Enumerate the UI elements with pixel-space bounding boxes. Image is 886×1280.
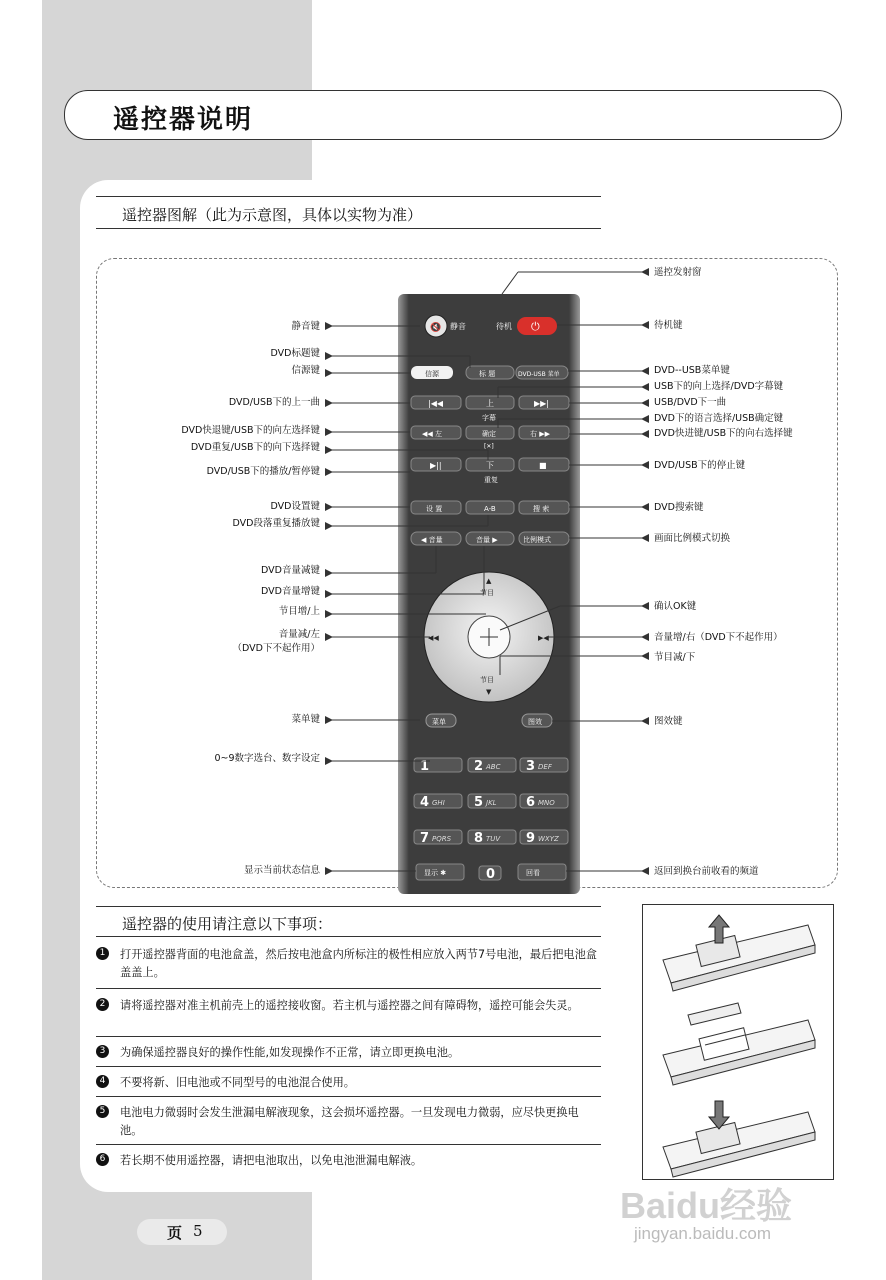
note-number: 1 [96,947,109,960]
note-text: 电池电力微弱时会发生泄漏电解液现象，这会损坏遥控器。一旦发现电力微弱，应尽快更换电池。 [120,1106,579,1137]
divider [96,936,601,937]
divider [96,906,601,907]
watermark-brand: Baidu经验 [620,1185,793,1226]
digit-key-number: 5 [474,795,484,810]
note-text: 为确保遥控器良好的操作性能,如发现操作不正常，请立即更换电池。 [120,1046,460,1059]
callout-label-left: DVD标题键 [270,348,320,359]
setup-label: 设 置 [426,505,443,513]
prog-down-label: 节目 [480,676,494,684]
notes-heading: 遥控器的使用请注意以下事项： [122,915,333,933]
up-arrow-icon: ▲ [486,577,492,585]
callout-label-left: DVD段落重复播放键 [232,518,320,529]
standby-label: 待机 [496,322,512,331]
mute-label: 静音 [450,322,466,331]
note-item [96,1044,601,1062]
vol-plus-label: 音量 ▶ [476,536,498,544]
note-text: 若长期不使用遥控器，请把电池取出，以免电池泄漏电解液。 [120,1154,423,1167]
callout-label-left: 节目增/上 [278,606,320,617]
callout-label-left: 信源键 [291,365,320,376]
digit-key-number: 3 [526,759,536,774]
mark-label: [✕] [484,443,494,450]
digit-key-letters: DEF [538,763,552,771]
digit-key-letters: MNO [538,799,555,807]
callout-label-left: DVD/USB下的播放/暂停键 [206,466,320,477]
callout-label-left: 静音键 [291,321,320,332]
note-item [96,997,601,1015]
watermark-url: jingyan.baidu.com [634,1224,772,1243]
digit-key-letters: GHI [432,799,445,807]
recall-label: 回看 [526,869,540,877]
right-label: 右 ▶▶ [530,430,550,438]
digit-key-letters: JKL [486,799,497,807]
note-text: 打开遥控器背面的电池盒盖，然后按电池盒内所标注的极性相应放入两节7号电池，最后把电池盒盖盖上。 [120,948,597,979]
left-arrow-icon: ◀◀ [428,634,439,642]
note-item [96,1104,601,1140]
callout-label-left: DVD快退键/USB下的向左选择键 [181,425,320,436]
watermark [618,1172,828,1252]
callout-label-right: 遥控发射窗 [654,267,702,278]
digit-key-letters: PQRS [432,835,452,843]
callout-label-right: 画面比例模式切换 [654,533,731,544]
display-label: 显示 ✱ [424,869,447,877]
digit-key-number: 1 [420,759,430,774]
digit-key-number: 4 [420,795,430,810]
callout-label-left: DVD重复/USB下的向下选择键 [190,442,320,453]
digit-key-number: 7 [420,831,430,846]
power-icon: ⏻ [531,320,540,333]
page-number: 5 [193,1222,203,1240]
digit-key-number: 6 [526,795,536,810]
callout-label-right: 返回到换台前收看的频道 [654,866,759,877]
effect-label: 图效 [528,718,542,726]
divider [96,988,601,989]
prev-icon: |◀◀ [428,399,443,408]
callout-label-right: DVD快进键/USB下的向右选择键 [654,428,793,439]
cover-closing-illustration [663,1101,815,1177]
repeat-label: 重复 [484,476,498,484]
note-item [96,1152,601,1170]
down-label: 下 [486,461,494,470]
divider [96,1036,601,1037]
left-label: ◀◀ 左 [422,430,442,438]
vol-minus-label: ◀ 音量 [421,536,443,544]
stop-icon: ■ [539,461,547,470]
play-pause-icon: ▶|| [430,461,442,470]
callout-label-left: DVD设置键 [270,501,320,512]
page-label: 页 [167,1224,183,1242]
battery-illustration [642,904,834,1180]
callout-label-left: DVD音量增键 [261,586,320,597]
subtitle-label: 字幕 [482,414,496,422]
menu-label: 菜单 [432,718,446,726]
page-number-tab [137,1219,227,1245]
note-text: 不要将新、旧电池或不同型号的电池混合使用。 [120,1076,355,1089]
callout-label-right: 音量增/右（DVD下不起作用） [654,632,783,643]
digit-key-letters: TUV [486,835,501,843]
right-arrow-icon: ▶◀ [538,634,549,642]
digit-key-letters: WXYZ [538,835,559,843]
callout-label-left: 显示当前状态信息 [243,865,320,876]
callout-label-left: 0~9数字选台、数字设定 [214,753,320,764]
divider [96,1096,601,1097]
callout-label-left: DVD音量减键 [261,565,320,576]
diagram-heading: 遥控器图解（此为示意图，具体以实物为准） [122,206,423,224]
callout-label-left: （DVD下不起作用） [232,643,320,654]
digit-key-number: 2 [474,759,484,774]
note-number: 3 [96,1045,109,1058]
note-item [96,1074,601,1092]
search-label: 搜 索 [533,505,550,513]
battery-insert-illustration [663,1003,815,1085]
digit-key-number: 8 [474,831,484,846]
callout-label-right: USB下的向上选择/DVD字幕键 [654,381,784,392]
confirm-label: 确定 [482,430,496,438]
digit-key-letters: ABC [486,763,501,771]
source-label: 信源 [425,370,439,378]
callout-label-right: 确认OK键 [654,601,697,612]
callout-label-left: DVD/USB下的上一曲 [228,397,320,408]
note-text: 请将遥控器对准主机前壳上的遥控接收窗。若主机与遥控器之间有障碍物，遥控可能会失灵。 [120,999,579,1012]
ab-label: A-B [484,505,496,513]
page-title: 遥控器说明 [113,105,254,135]
dvd-usb-menu-label: DVD-USB 菜单 [518,371,560,378]
digit-key-number: 9 [526,831,536,846]
note-number: 5 [96,1105,109,1118]
divider [96,1066,601,1067]
remote-back-opening-illustration [663,915,815,991]
next-icon: ▶▶| [534,399,549,408]
note-number: 6 [96,1153,109,1166]
prog-up-label: 节目 [480,589,494,597]
callout-label-right: 图效键 [654,716,683,727]
callout-label-right: USB/DVD下一曲 [654,397,727,408]
digit-key-number: 0 [486,867,496,882]
callout-label-right: 节目减/下 [654,652,696,663]
up-label: 上 [486,399,494,408]
note-number: 4 [96,1075,109,1088]
ratio-label: 比例模式 [523,536,551,544]
note-item [96,946,601,982]
callout-label-left: 菜单键 [291,714,320,725]
note-number: 2 [96,998,109,1011]
callout-label-right: 待机键 [654,320,683,331]
divider [96,1144,601,1145]
mute-icon: 🔇 [430,323,442,333]
callout-label-right: DVD/USB下的停止键 [654,460,746,471]
callout-label-right: DVD--USB菜单键 [654,365,730,376]
title-btn-label: 标 题 [479,370,496,378]
callout-label-right: DVD搜索键 [654,502,704,513]
callout-label-right: DVD下的语言选择/USB确定键 [654,413,784,424]
callout-label-left: 音量减/左 [278,629,320,640]
down-arrow-icon: ▼ [486,688,492,696]
